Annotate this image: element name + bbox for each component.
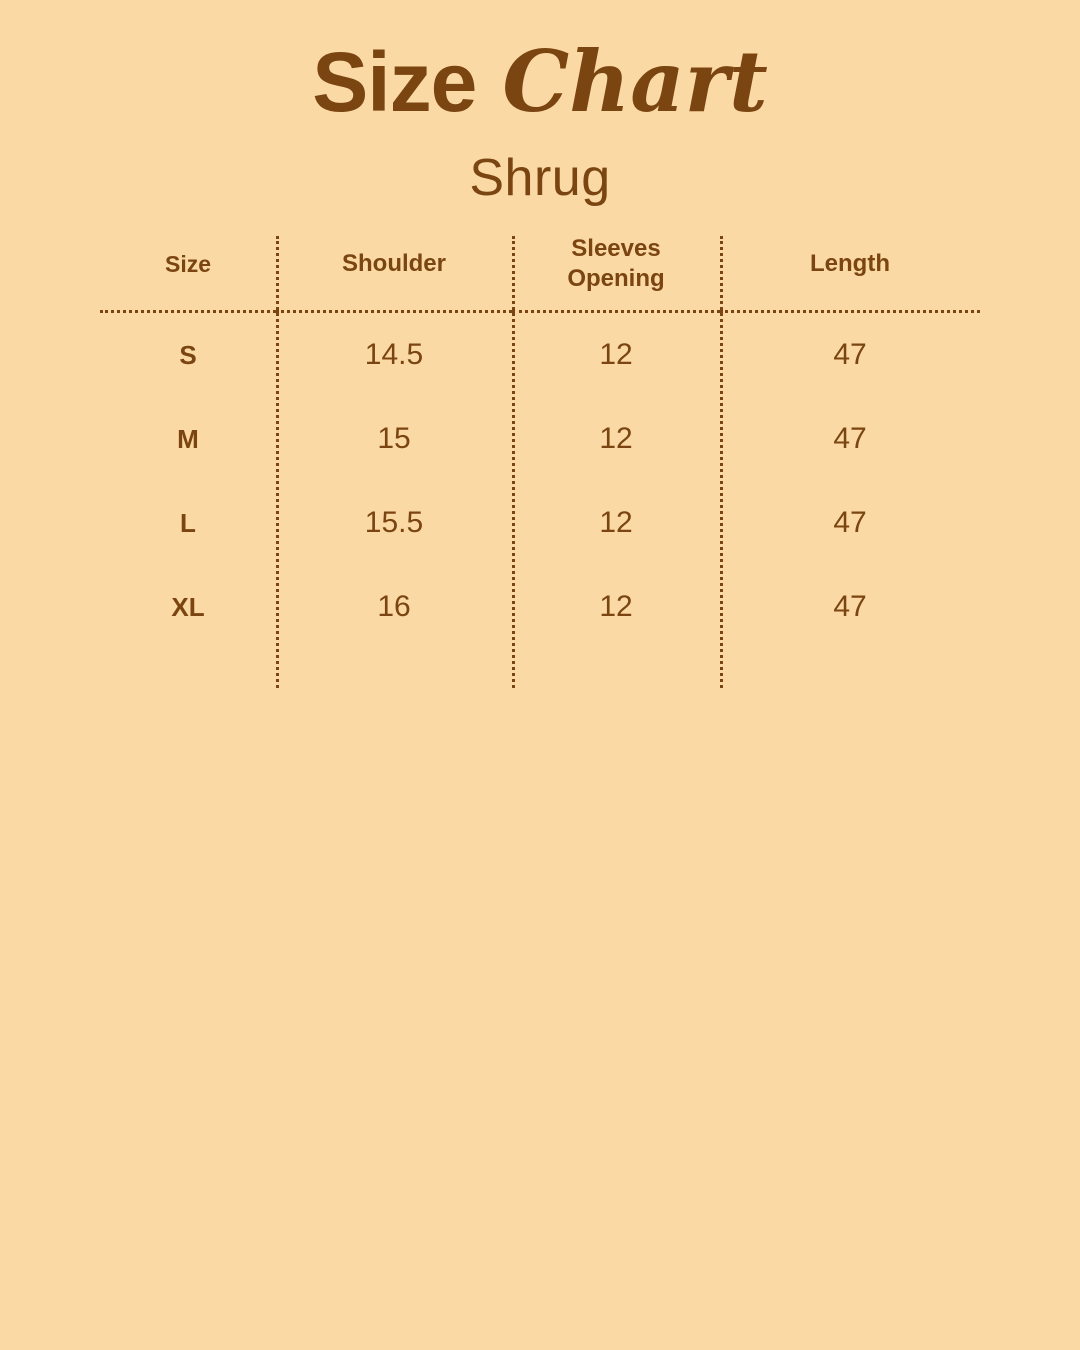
column-header-sleeves-line1: Sleeves bbox=[571, 235, 661, 262]
column-header-sleeves-opening bbox=[512, 228, 720, 312]
column-divider-2 bbox=[512, 236, 515, 688]
table-row bbox=[100, 397, 980, 481]
cell-sleeves-opening: 12 bbox=[599, 590, 633, 623]
cell-sleeves-opening: 12 bbox=[599, 506, 633, 539]
title-word-size: Size bbox=[312, 35, 477, 129]
column-divider-3 bbox=[720, 236, 723, 688]
table-row bbox=[100, 481, 980, 565]
column-header-size: Size bbox=[100, 228, 276, 312]
column-header-shoulder: Shoulder bbox=[276, 228, 512, 312]
cell-shoulder: 15.5 bbox=[364, 506, 424, 539]
title-block bbox=[0, 0, 1080, 208]
column-header-sleeves-line2: Opening bbox=[567, 265, 665, 292]
page-subtitle: Shrug bbox=[469, 149, 611, 208]
page-title bbox=[0, 32, 1080, 131]
cell-sleeves-opening: 12 bbox=[599, 338, 633, 371]
cell-shoulder: 16 bbox=[377, 590, 411, 623]
column-header-length: Length bbox=[720, 228, 980, 312]
cell-length: 47 bbox=[833, 590, 867, 623]
table-header-row bbox=[100, 228, 980, 312]
cell-size: M bbox=[177, 423, 199, 454]
cell-length: 47 bbox=[833, 506, 867, 539]
cell-size: XL bbox=[171, 591, 205, 622]
column-divider-1 bbox=[276, 236, 279, 688]
table-row bbox=[100, 312, 980, 398]
cell-size: S bbox=[179, 339, 197, 370]
cell-shoulder: 14.5 bbox=[364, 338, 424, 371]
table-header bbox=[100, 228, 980, 312]
size-chart-table bbox=[100, 228, 980, 649]
table-body bbox=[100, 312, 980, 650]
cell-sleeves-opening: 12 bbox=[599, 422, 633, 455]
cell-shoulder: 15 bbox=[377, 422, 411, 455]
table-row bbox=[100, 565, 980, 649]
cell-length: 47 bbox=[833, 338, 867, 371]
title-word-chart: Chart bbox=[502, 32, 768, 131]
cell-length: 47 bbox=[833, 422, 867, 455]
cell-size: L bbox=[180, 507, 196, 538]
size-table-container bbox=[100, 228, 980, 649]
